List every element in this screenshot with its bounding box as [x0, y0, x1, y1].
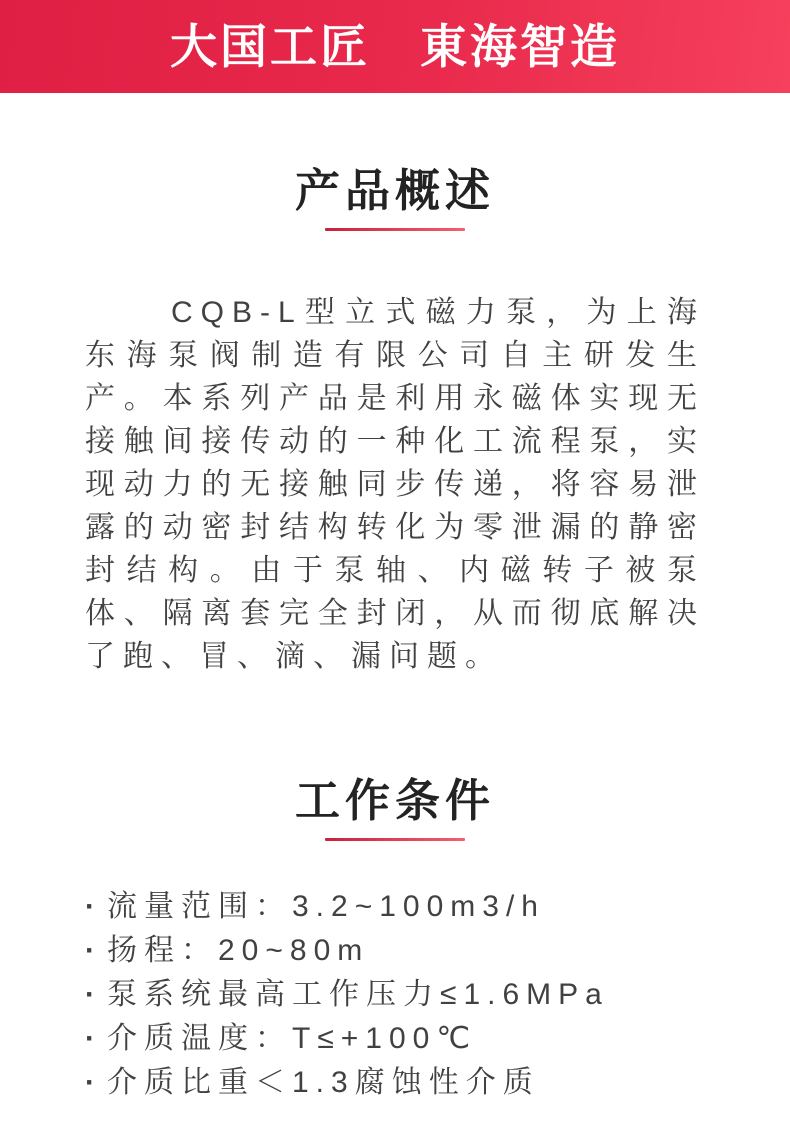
bullet-icon: · — [85, 1066, 95, 1099]
list-item — [85, 885, 790, 929]
heading-underline — [325, 228, 465, 231]
spec-head: 扬程：20~80m — [107, 934, 370, 967]
overview-paragraph: CQB-L型立式磁力泵，为上海东海泵阀制造有限公司自主研发生产。本系列产品是利用永磁体实现无接触间接传动的一种化工流程泵，实现动力的无接触同步传递，将容易泄露的动密封结构转化为零泄漏的静密封结构。由于泵轴、内磁转子被泵体、隔离套完全封闭，从而彻底解决了跑、冒、滴、漏问题。 — [85, 296, 705, 673]
heading-underline — [325, 838, 465, 841]
list-item — [85, 929, 790, 973]
spec-flow-range: 流量范围：3.2~100m3/h — [107, 890, 545, 923]
section-title-conditions: 工作条件 — [294, 775, 495, 826]
brand-slogan: 大国工匠 東海智造 — [170, 20, 620, 73]
bullet-icon: · — [85, 978, 95, 1011]
section-overview-header — [0, 165, 790, 231]
bullet-icon: · — [85, 890, 95, 923]
section-title-overview: 产品概述 — [294, 165, 495, 216]
spec-medium-temperature: 介质温度：T≤+100℃ — [107, 1022, 478, 1055]
working-conditions-list — [85, 885, 790, 1105]
section-conditions-header — [0, 775, 790, 841]
list-item — [85, 973, 790, 1017]
spec-max-pressure: 泵系统最高工作压力≤1.6MPa — [107, 978, 609, 1011]
spec-medium-gravity: 介质比重＜1.3腐蚀性介质 — [107, 1066, 540, 1099]
brand-banner — [0, 0, 790, 93]
bullet-icon: · — [85, 934, 95, 967]
bullet-icon: · — [85, 1022, 95, 1055]
list-item — [85, 1017, 790, 1061]
list-item — [85, 1061, 790, 1105]
